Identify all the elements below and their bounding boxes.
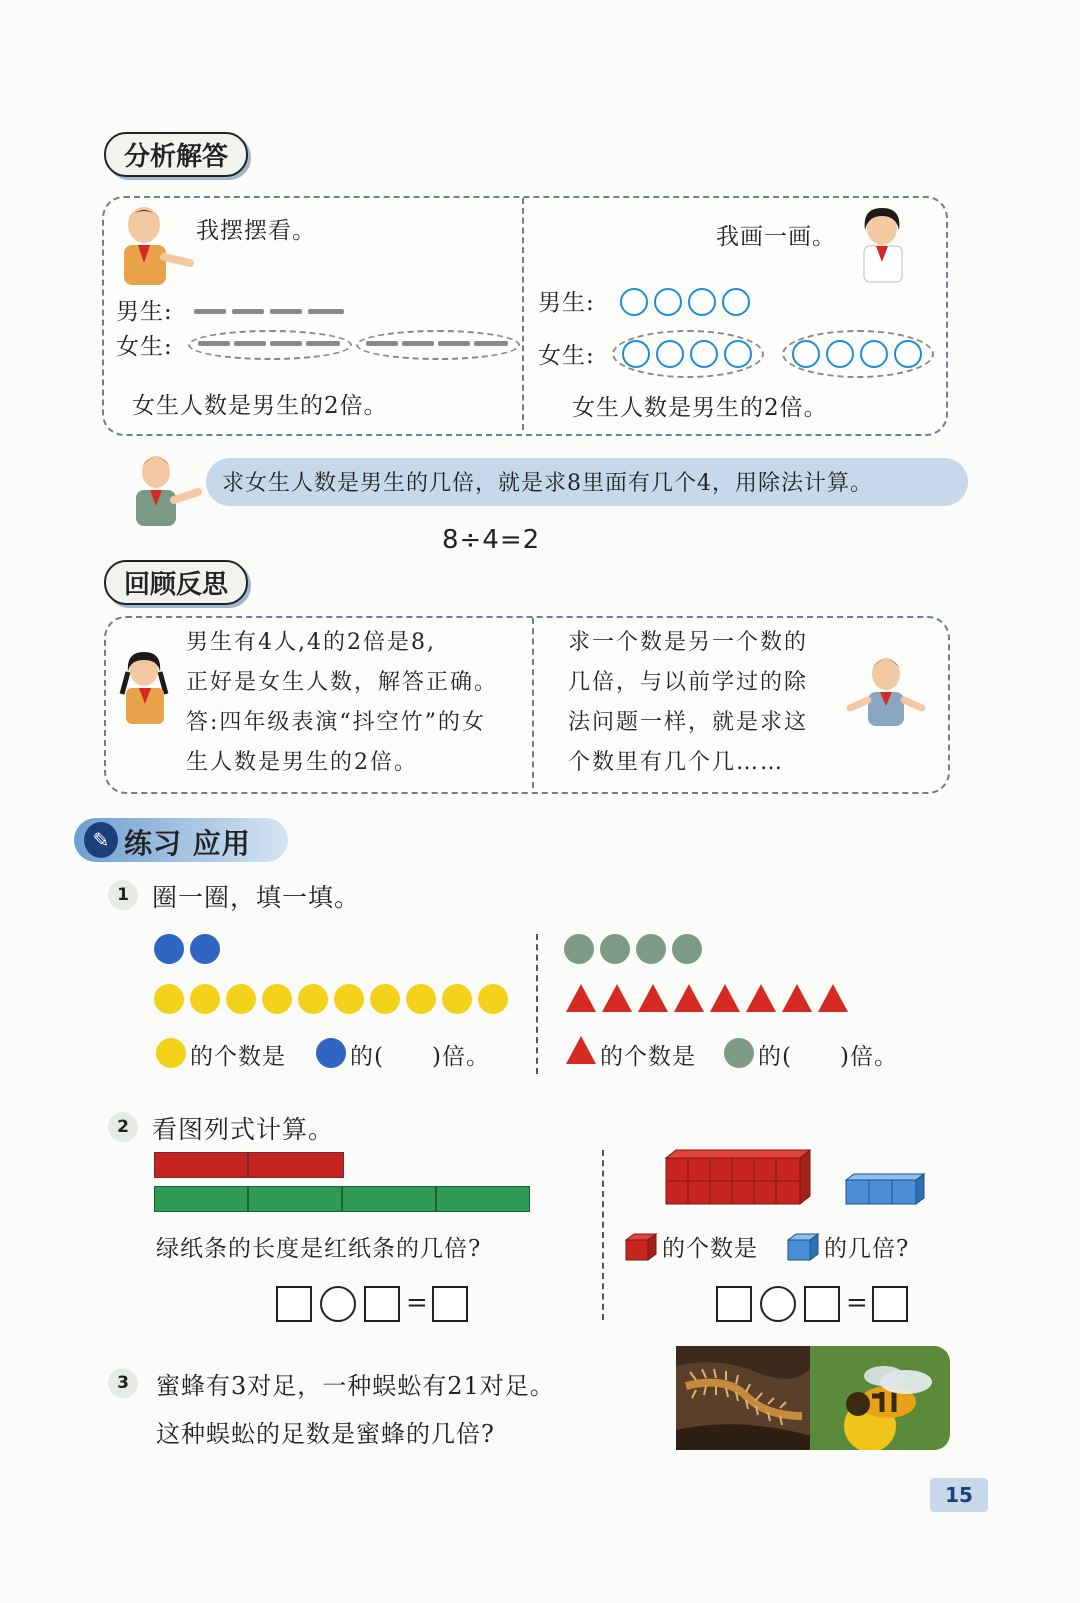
q1-divider: [536, 934, 538, 1074]
gray-dot: [564, 934, 594, 964]
blue-cube-icon: [786, 1232, 820, 1262]
green-strip-segment: [342, 1186, 436, 1212]
stick: [234, 341, 266, 346]
boy-circle: [654, 288, 682, 316]
q2-divider: [602, 1150, 604, 1320]
red-cubes-block: [664, 1148, 812, 1206]
answer-box[interactable]: [804, 1286, 840, 1322]
boy-circle: [722, 288, 750, 316]
red-triangle: [638, 984, 668, 1012]
green-strip-segment: [436, 1186, 530, 1212]
red-triangle: [710, 984, 740, 1012]
red-triangle-inline: [566, 1036, 596, 1064]
right-conclusion: 女生人数是男生的2倍。: [572, 395, 828, 421]
red-triangle: [818, 984, 848, 1012]
q2-left-question: 绿纸条的长度是红纸条的几倍?: [156, 1236, 482, 1262]
q1-left-text-b: 的( )倍。: [350, 1044, 490, 1070]
red-strip-segment: [154, 1152, 248, 1178]
review-right-line-3: 法问题一样，就是求这: [568, 710, 809, 735]
operator-circle[interactable]: [320, 1286, 356, 1322]
pencil-icon: ✎: [84, 822, 118, 858]
section-analyze-title: 分析解答: [104, 132, 248, 177]
stick: [402, 341, 434, 346]
left-speech: 我摆摆看。: [196, 218, 316, 244]
practice-title: 练习 应用: [124, 827, 251, 860]
yellow-dot: [334, 984, 364, 1014]
q3-line-1: 蜜蜂有3对足，一种蜈蚣有21对足。: [156, 1372, 555, 1400]
girl-circle: [656, 340, 684, 368]
boy-circle: [688, 288, 716, 316]
girl-circle: [860, 340, 888, 368]
stick: [194, 309, 226, 314]
review-right-line-1: 求一个数是另一个数的: [568, 630, 809, 655]
q1-right-text-b: 的( )倍。: [758, 1044, 898, 1070]
question-number: 3: [108, 1368, 138, 1398]
equals-sign: =: [846, 1288, 869, 1318]
analysis-divider: [522, 198, 524, 430]
answer-box[interactable]: [432, 1286, 468, 1322]
stick: [474, 341, 508, 346]
section-review-title: 回顾反思: [104, 560, 248, 605]
girl-circle: [690, 340, 718, 368]
bee-photo: [810, 1346, 950, 1450]
review-right-line-2: 几倍，与以前学过的除: [568, 670, 809, 695]
stick: [270, 309, 302, 314]
yellow-dot: [442, 984, 472, 1014]
stick: [306, 341, 340, 346]
q1-right-text-a: 的个数是: [600, 1044, 696, 1070]
question-number: 1: [108, 880, 138, 910]
answer-box[interactable]: [872, 1286, 908, 1322]
q2-right-text-a: 的个数是: [662, 1236, 758, 1262]
q1-left-text-a: 的个数是: [190, 1044, 286, 1070]
review-left-line-2: 正好是女生人数，解答正确。: [186, 670, 499, 695]
equals-sign: =: [406, 1288, 429, 1318]
blue-cubes-block: [844, 1172, 926, 1206]
gray-dot-inline: [724, 1038, 754, 1068]
left-boys-label: 男生:: [116, 299, 173, 325]
left-conclusion: 女生人数是男生的2倍。: [132, 393, 388, 419]
red-triangle: [674, 984, 704, 1012]
left-girls-label: 女生:: [116, 334, 173, 360]
boy-circle: [620, 288, 648, 316]
stick: [270, 341, 302, 346]
q2-right-text-b: 的几倍?: [824, 1236, 910, 1262]
girl-illustration: [852, 204, 916, 284]
blue-dot-inline: [316, 1038, 346, 1068]
review-left-line-1: 男生有4人,4的2倍是8,: [186, 630, 436, 655]
boy-illustration: [114, 203, 194, 287]
question-number: 2: [108, 1112, 138, 1142]
stick: [232, 309, 264, 314]
hint-text: 求女生人数是男生的几倍，就是求8里面有几个4，用除法计算。: [222, 471, 873, 496]
equation: 8÷4=2: [442, 525, 541, 555]
q2-prompt: 看图列式计算。: [152, 1115, 335, 1144]
green-strip-segment: [154, 1186, 248, 1212]
q1-prompt: 圈一圈，填一填。: [152, 883, 361, 912]
blue-dot: [190, 934, 220, 964]
review-divider: [532, 618, 534, 788]
answer-box[interactable]: [716, 1286, 752, 1322]
red-triangle: [782, 984, 812, 1012]
yellow-dot: [262, 984, 292, 1014]
girl-circle: [894, 340, 922, 368]
girl-circle: [724, 340, 752, 368]
yellow-dot: [226, 984, 256, 1014]
stick: [198, 341, 230, 346]
red-triangle: [602, 984, 632, 1012]
page-number: 15: [930, 1478, 988, 1512]
yellow-dot: [154, 984, 184, 1014]
boy-pointing-illustration: [124, 452, 204, 528]
green-strip-segment: [248, 1186, 342, 1212]
blue-dot: [154, 934, 184, 964]
yellow-dot: [298, 984, 328, 1014]
gray-dot: [636, 934, 666, 964]
girl-circle: [622, 340, 650, 368]
red-cube-icon: [624, 1232, 658, 1262]
review-left-line-3: 答:四年级表演“抖空竹”的女: [186, 710, 486, 735]
yellow-dot-inline: [156, 1038, 186, 1068]
stick: [308, 309, 344, 314]
yellow-dot: [406, 984, 436, 1014]
yellow-dot: [190, 984, 220, 1014]
red-strip-segment: [248, 1152, 344, 1178]
review-right-line-4: 个数里有几个几……: [568, 750, 785, 775]
yellow-dot: [370, 984, 400, 1014]
right-girls-label: 女生:: [538, 343, 595, 369]
red-triangle: [566, 984, 596, 1012]
q3-line-2: 这种蜈蚣的足数是蜜蜂的几倍?: [156, 1420, 495, 1448]
gray-dot: [600, 934, 630, 964]
answer-box[interactable]: [276, 1286, 312, 1322]
girl-circle: [792, 340, 820, 368]
yellow-dot: [478, 984, 508, 1014]
review-left-line-4: 生人数是男生的2倍。: [186, 750, 418, 775]
girl-thumbsup-illustration: [114, 650, 180, 726]
answer-box[interactable]: [364, 1286, 400, 1322]
stick: [366, 341, 398, 346]
right-speech: 我画一画。: [716, 224, 836, 250]
boy-explaining-illustration: [846, 654, 926, 728]
operator-circle[interactable]: [760, 1286, 796, 1322]
red-triangle: [746, 984, 776, 1012]
girl-circle: [826, 340, 854, 368]
right-boys-label: 男生:: [538, 290, 595, 316]
centipede-photo: [676, 1346, 812, 1450]
stick: [438, 341, 470, 346]
gray-dot: [672, 934, 702, 964]
